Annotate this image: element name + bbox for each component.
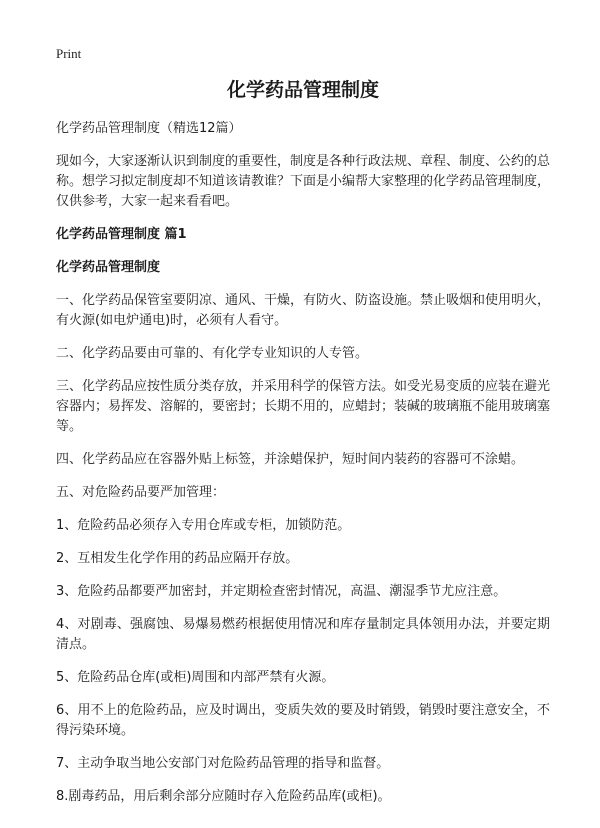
list-item-8: 8.剧毒药品，用后剩余部分应随时存入危险药品库(或柜)。: [56, 789, 391, 804]
document-title: 化学药品管理制度: [226, 79, 379, 101]
paragraph-5: 五、对危险药品要严加管理：: [56, 485, 226, 500]
document-page: [56, 76, 550, 820]
document-subtitle: 化学药品管理制度（精选12篇）: [56, 121, 242, 136]
section-subheading: 化学药品管理制度: [56, 260, 161, 275]
paragraph-3: 三、化学药品应按性质分类存放，并采用科学的保管方法。如受光易变质的应装在避光容器内；易挥发、溶解的，要密封；长期不用的，应蜡封；装碱的玻璃瓶不能用玻璃塞等。: [56, 379, 551, 434]
paragraph-4: 四、化学药品应在容器外贴上标签，并涂蜡保护，短时间内装药的容器可不涂蜡。: [56, 452, 525, 467]
paragraph-1: 一、化学药品保管室要阴凉、通风、干燥，有防火、防盗设施。禁止吸烟和使用明火，有火源(如电炉通电)时，必须有人看守。: [56, 293, 551, 328]
section-heading: 化学药品管理制度 篇1: [56, 227, 187, 242]
print-label: Print: [56, 46, 82, 61]
list-item-4: 4、对剧毒、强腐蚀、易爆易燃药根据使用情况和库存量制定具体领用办法，并要定期清点。: [56, 617, 550, 652]
intro-paragraph: 现如今，大家逐渐认识到制度的重要性，制度是各种行政法规、章程、制度、公约的总称。想学习拟定制度却不知道该请教谁？下面是小编帮大家整理的化学药品管理制度，仅供参考，大家一起来看看吧。: [56, 154, 551, 209]
list-item-5: 5、危险药品仓库(或柜)周围和内部严禁有火源。: [56, 670, 335, 685]
list-item-6: 6、用不上的危险药品，应及时调出，变质失效的要及时销毁，销毁时要注意安全，不得污染环境。: [56, 703, 550, 738]
paragraph-2: 二、化学药品要由可靠的、有化学专业知识的人专管。: [56, 346, 369, 361]
list-item-1: 1、危险药品必须存入专用仓库或专柜，加锁防范。: [56, 518, 351, 533]
list-item-2: 2、互相发生化学作用的药品应隔开存放。: [56, 551, 299, 566]
list-item-7: 7、主动争取当地公安部门对危险药品管理的指导和监督。: [56, 756, 390, 771]
list-item-3: 3、危险药品都要严加密封，并定期检查密封情况，高温、潮湿季节尤应注意。: [56, 584, 507, 599]
